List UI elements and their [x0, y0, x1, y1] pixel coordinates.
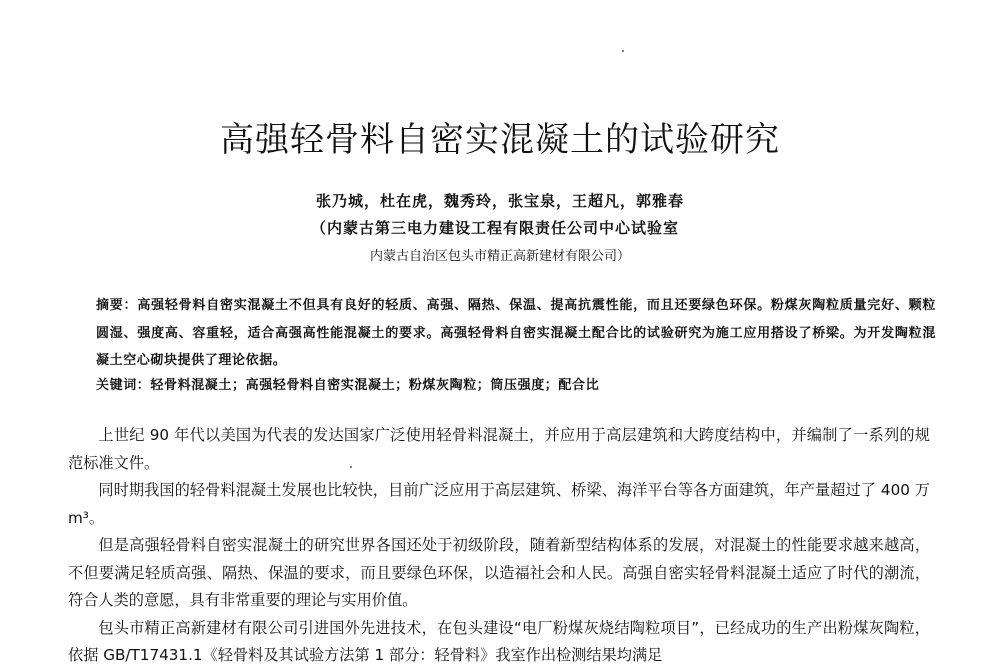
body-paragraph: 但是高强轻骨料自密实混凝土的研究世界各国还处于初级阶段，随着新型结构体系的发展，对混凝土的性能要求越来越高，不但要满足轻质高强、隔热、保温的要求，而且要绿色环保，以造福社会和人民。高强自密实轻骨料混凝土适应了时代的潮流，符合人类的意愿，具有非常重要的理论与实用价值。: [68, 536, 930, 609]
affiliation-line-2: 内蒙古自治区包头市精正高新建材有限公司）: [369, 249, 630, 264]
body-paragraph: 上世纪 90 年代以美国为代表的发达国家广泛使用轻骨料混凝土，并应用于高层建筑和大跨度结构中，并编制了一系列的规范标准文件。: [68, 426, 930, 472]
author-list: 张乃城，杜在虎，魏秀玲，张宝泉，王超凡，郭雅春: [315, 192, 684, 210]
scan-speck: [622, 50, 624, 52]
keywords-label: 关键词：: [96, 378, 151, 393]
abstract-text: 高强轻骨料自密实混凝土不但具有良好的轻质、高强、隔热、保温、提高抗震性能，而且还要绿色环保。粉煤灰陶粒质量完好、颗粒圆湿、强度高、容重轻，适合高强高性能混凝土的要求。高强轻骨料自密实混凝土配合比的试验研究为施工应用搭设了桥梁。为开发陶粒混凝土空心砌块提供了理论依据。: [96, 298, 936, 368]
paper-title: 高强轻骨料自密实混凝土的试验研究: [220, 120, 780, 160]
keywords: [96, 374, 936, 393]
body-text: [68, 422, 930, 670]
body-paragraph: 包头市精正高新建材有限公司引进国外先进技术，在包头建设“电厂粉煤灰烧结陶粒项目”，已经成功的生产出粉煤灰陶粒，依据 GB/T17431.1《轻骨料及其试验方法第 1 部分：轻骨料》我室作出检测结果均满足: [68, 618, 930, 664]
affiliation-line-1: （内蒙古第三电力建设工程有限责任公司中心试验室: [310, 219, 679, 237]
abstract-label: 摘要：: [96, 298, 138, 313]
keywords-text: 轻骨料混凝土；高强轻骨料自密实混凝土；粉煤灰陶粒；筒压强度；配合比: [150, 378, 600, 393]
body-paragraph: 同时期我国的轻骨料混凝土发展也比较快，目前广泛应用于高层建筑、桥梁、海洋平台等各方面建筑，年产量超过了 400 万 m³。: [68, 481, 930, 527]
abstract: [96, 292, 936, 375]
